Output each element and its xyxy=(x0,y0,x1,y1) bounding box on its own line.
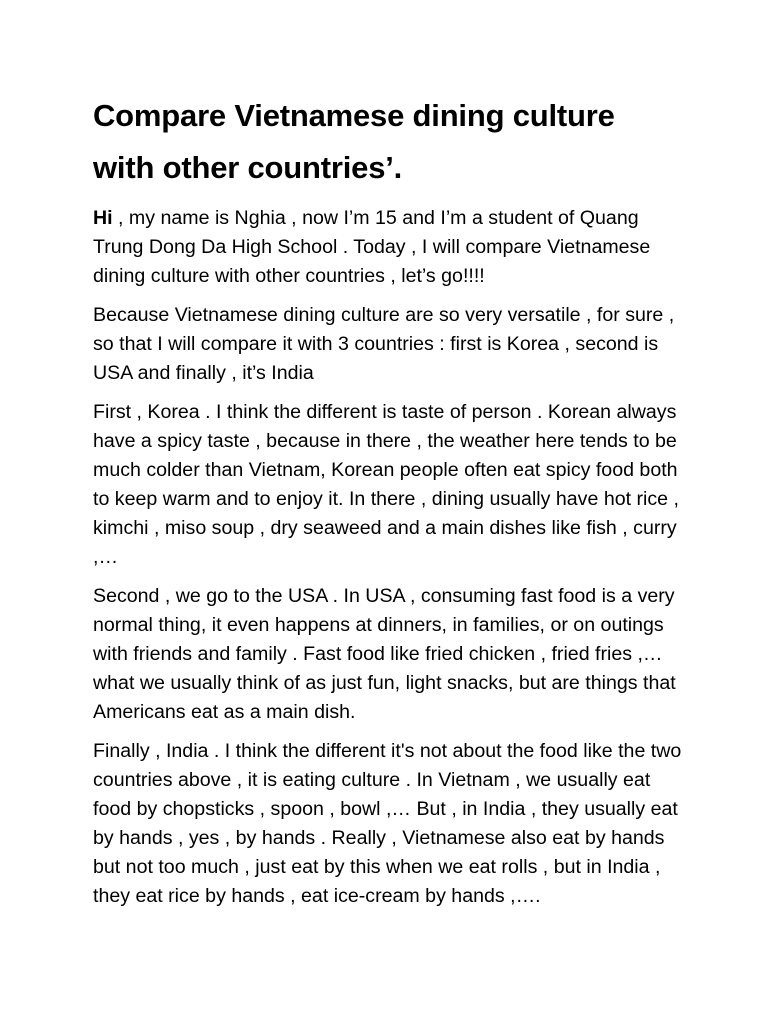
paragraph-overview: Because Vietnamese dining culture are so very versatile , for sure , so that I will compare it with 3 countries : first is Korea , second is USA and finally , it’s India xyxy=(93,304,675,384)
intro-greeting: Hi xyxy=(93,207,113,229)
intro-paragraph xyxy=(93,204,683,291)
intro-text: , my name is Nghia , now I’m 15 and I’m a student of Quang Trung Dong Da High School . Today , I will compare Vietnamese dining culture with other countries , let’s go!!!! xyxy=(93,207,651,287)
document-title: Compare Vietnamese dining culture with other countries’. xyxy=(93,98,615,185)
document-page xyxy=(93,90,683,911)
paragraph-korea: First , Korea . I think the different is taste of person . Korean always have a spicy taste , because in there , the weather here tends to be much colder than Vietnam, Korean people often eat spicy food both to keep warm and to enjoy it. In there , dining usually have hot rice , kimchi , miso soup , dry seaweed and a main dishes like fish , curry ,… xyxy=(93,401,679,568)
paragraph-usa: Second , we go to the USA . In USA , consuming fast food is a very normal thing, it even happens at dinners, in families, or on outings with friends and family . Fast food like fried chicken , fried fries ,… what we usually think of as just fun, light snacks, but are things that Americans eat as a main dish. xyxy=(93,585,676,723)
paragraph-india: Finally , India . I think the different it's not about the food like the two countries above , it is eating culture . In Vietnam , we usually eat food by chopsticks , spoon , bowl ,… But , in India , they usually eat by hands , yes , by hands . Really , Vietnamese also eat by hands but not too much , just eat by this when we eat rolls , but in India , they eat rice by hands , eat ice-cream by hands ,…. xyxy=(93,740,682,907)
